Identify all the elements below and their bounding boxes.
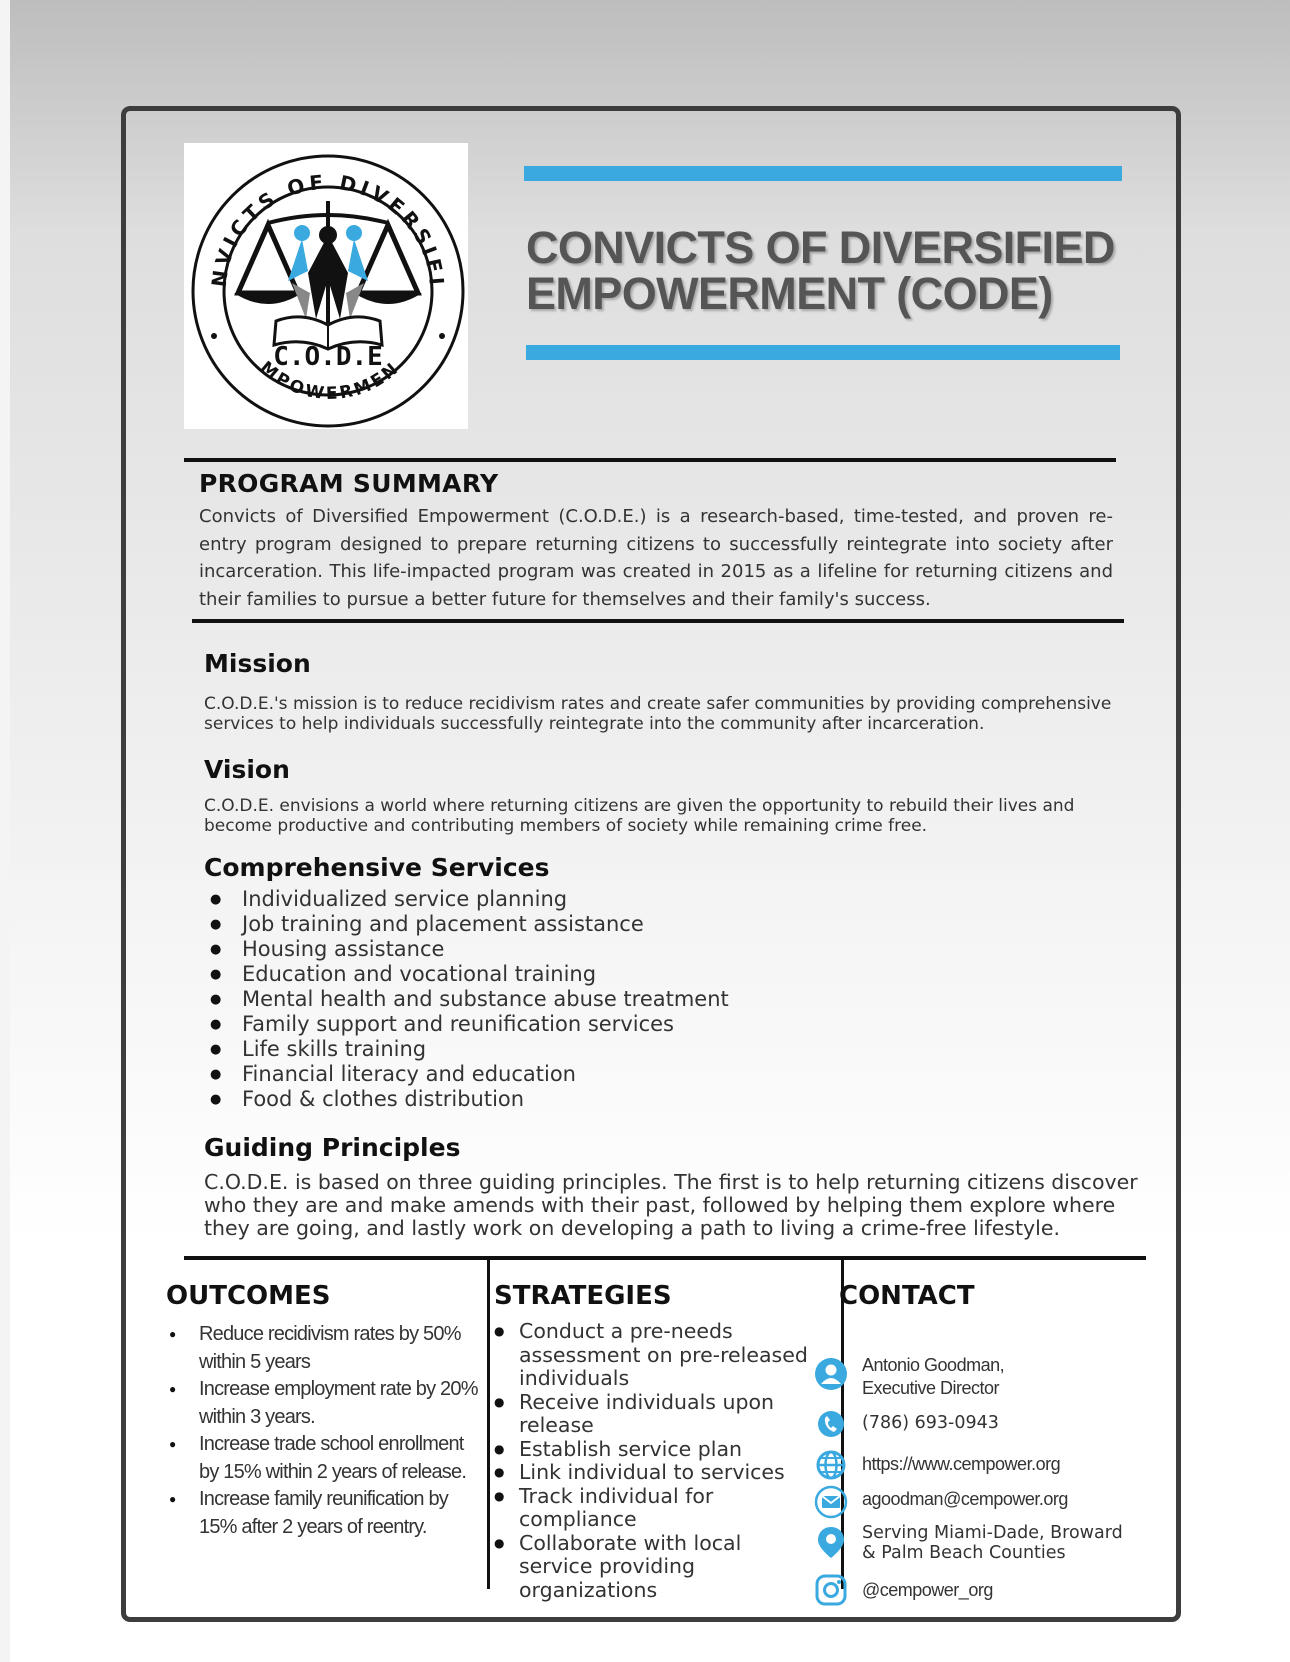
list-item: ● Family support and reunification services	[210, 1012, 729, 1037]
list-item: ● Food & clothes distribution	[210, 1087, 729, 1112]
column-divider-left	[487, 1259, 490, 1589]
list-item: ● Establish service plan	[491, 1438, 811, 1462]
list-item: ● Link individual to services	[491, 1461, 811, 1485]
title-line-1: CONVICTS OF DIVERSIFIED	[526, 222, 1115, 273]
list-item: ● Financial literacy and education	[210, 1062, 729, 1087]
list-item: ● Life skills training	[210, 1037, 729, 1062]
mission-text: C.O.D.E.'s mission is to reduce recidivism rates and create safer communities by providing comprehensive services to help individuals successfully reintegrate into the community after incarceration.	[204, 694, 1112, 734]
logo-center-text: C.O.D.E	[273, 342, 383, 372]
guiding-principles-text: C.O.D.E. is based on three guiding principles. The first is to help returning citizens discover who they are and make amends with their past, followed by helping them explore where they are going, and lastly work on developing a path to living a crime-free lifestyle.	[204, 1170, 1138, 1240]
list-item: ● Housing assistance	[210, 937, 729, 962]
services-list	[210, 887, 729, 1112]
strategies-list	[491, 1320, 811, 1602]
services-heading: Comprehensive Services	[204, 853, 550, 882]
list-item: ● Increase employment rate by 20% within 3 years.	[166, 1376, 486, 1431]
page-title	[526, 222, 1146, 319]
contact-area-line-1: Serving Miami-Dade, Broward	[862, 1523, 1123, 1543]
contact-area-line-2: & Palm Beach Counties	[862, 1543, 1066, 1563]
list-item: ● Increase family reunification by 15% after 2 years of reentry.	[166, 1486, 486, 1541]
summary-bottom-rule	[192, 619, 1124, 623]
list-item: ● Track individual for compliance	[491, 1485, 811, 1532]
instagram-icon	[814, 1573, 848, 1607]
location-pin-icon	[814, 1525, 848, 1559]
person-icon	[814, 1357, 848, 1391]
summary-top-rule	[184, 458, 1116, 462]
contact-email[interactable]: agoodman@cempower.org	[862, 1489, 1068, 1509]
flyer-page	[121, 106, 1181, 1622]
program-summary-text: Convicts of Diversified Empowerment (C.O.D.E.) is a research-based, time-tested, and proven re-entry program designed to prepare returning citizens to successfully reintegrate into society after incarceration. This life-impacted program was created in 2015 as a lifeline for returning citizens and their families to pursue a better future for themselves and their family's success.	[199, 506, 1113, 610]
contact-website[interactable]: https://www.cempower.org	[862, 1454, 1061, 1474]
contact-name: Antonio Goodman,	[862, 1355, 1005, 1375]
list-item: ● Education and vocational training	[210, 962, 729, 987]
outcomes-heading: OUTCOMES	[166, 1281, 331, 1311]
guiding-principles-heading: Guiding Principles	[204, 1133, 461, 1162]
list-item: ● Collaborate with local service providing organizations	[491, 1532, 811, 1603]
globe-icon	[814, 1448, 848, 1482]
contact-role: Executive Director	[862, 1378, 1000, 1398]
vision-heading: Vision	[204, 755, 290, 784]
logo-top-text: NVICTS OF DIVERSIFI	[206, 169, 450, 290]
code-logo	[184, 143, 468, 429]
page-edge	[0, 0, 10, 1662]
header-bottom-accent-bar	[526, 345, 1120, 360]
program-summary-heading: PROGRAM SUMMARY	[199, 469, 499, 498]
header-top-accent-bar	[524, 166, 1122, 181]
bottom-section-rule	[184, 1256, 1146, 1260]
contact-heading: CONTACT	[839, 1281, 975, 1311]
list-item: ● Job training and placement assistance	[210, 912, 729, 937]
vision-text: C.O.D.E. envisions a world where returning citizens are given the opportunity to rebuild their lives and become productive and contributing members of society while remaining crime free.	[204, 796, 1075, 836]
list-item: ● Increase trade school enrollment by 15% within 2 years of release.	[166, 1431, 486, 1486]
contact-social[interactable]: @cempower_org	[862, 1580, 993, 1600]
email-icon	[814, 1485, 848, 1519]
list-item: ● Individualized service planning	[210, 887, 729, 912]
title-line-2: EMPOWERMENT (CODE)	[526, 268, 1053, 319]
list-item: ● Mental health and substance abuse treatment	[210, 987, 729, 1012]
phone-icon	[814, 1410, 848, 1444]
logo-bottom-text: MPOWERMEN	[255, 357, 405, 405]
outcomes-list	[166, 1321, 486, 1541]
list-item: ● Reduce recidivism rates by 50% within 5 years	[166, 1321, 486, 1376]
list-item: ● Receive individuals upon release	[491, 1391, 811, 1438]
list-item: ● Conduct a pre-needs assessment on pre-released individuals	[491, 1320, 811, 1391]
contact-phone[interactable]: (786) 693-0943	[862, 1413, 999, 1433]
strategies-heading: STRATEGIES	[494, 1281, 672, 1311]
mission-heading: Mission	[204, 649, 311, 678]
logo-emblem	[184, 143, 468, 429]
